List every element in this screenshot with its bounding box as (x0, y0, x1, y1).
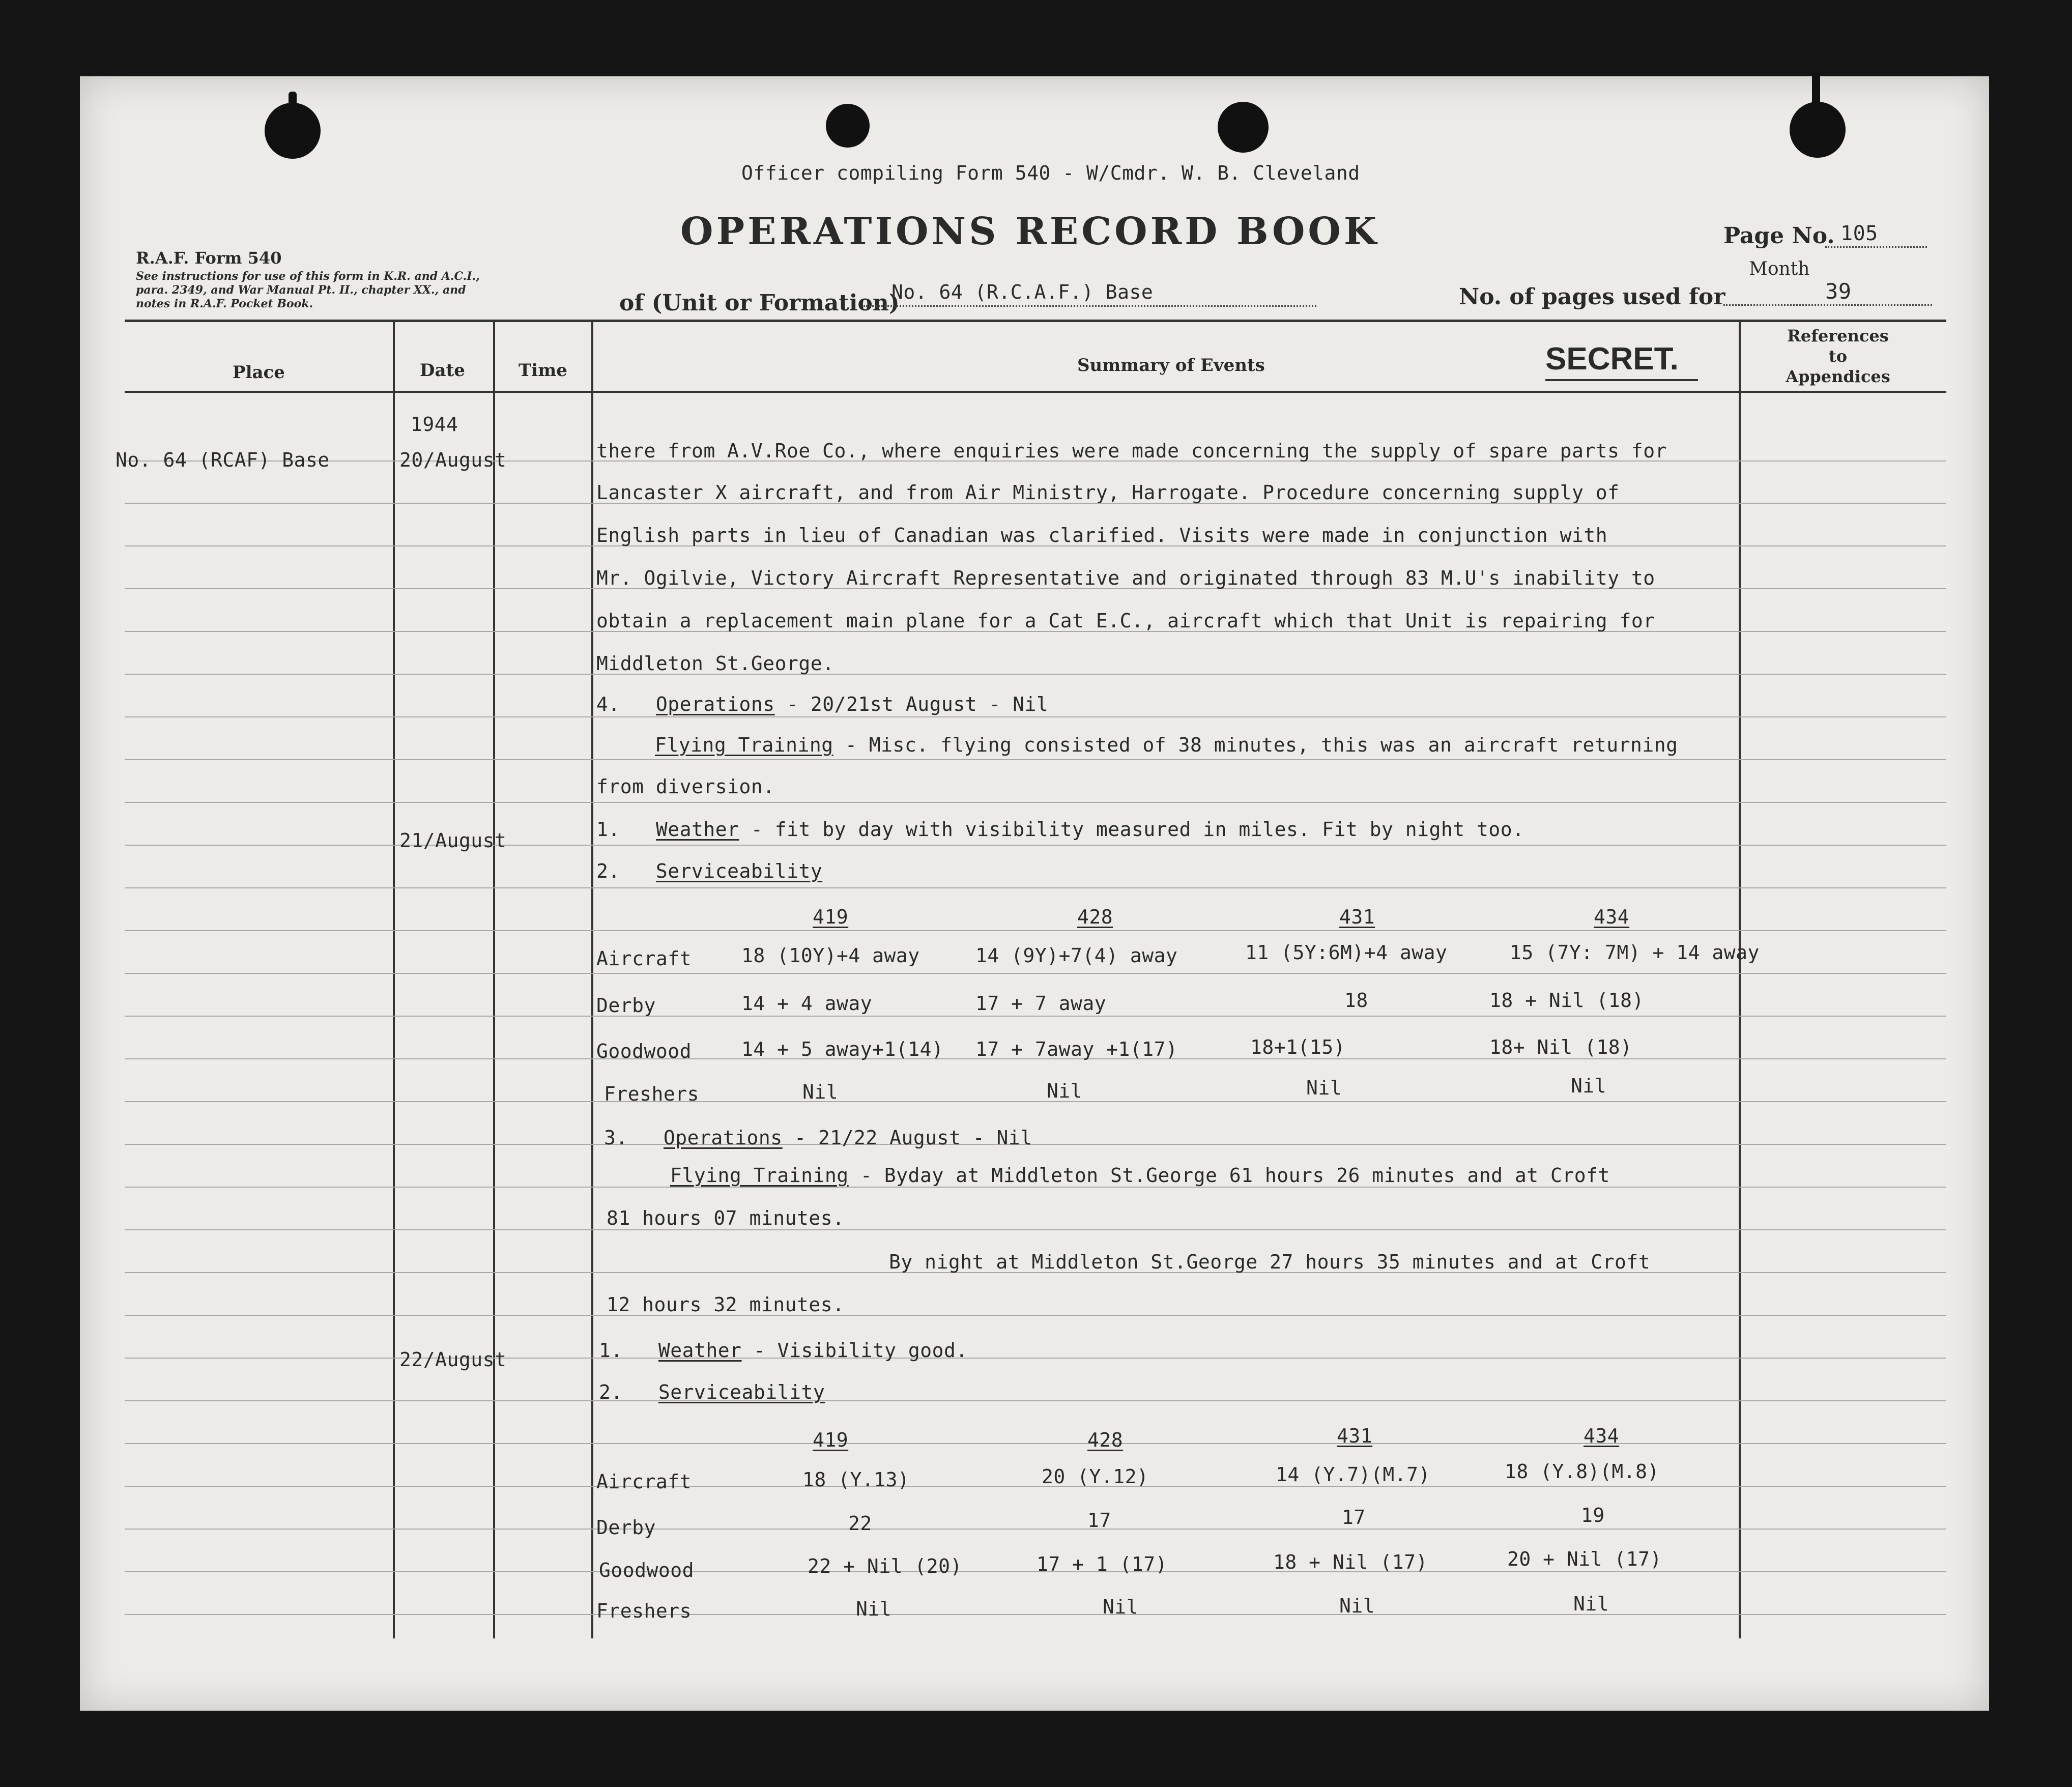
heading: Weather (658, 1339, 742, 1362)
squadron-header: 431 (1339, 906, 1375, 928)
references-line: to (1828, 347, 1848, 366)
summary-line: Mr. Ogilvie, Victory Aircraft Representative and originated through 83 M.U's inability to (596, 567, 1655, 589)
col-header-place: Place (233, 362, 285, 383)
header-top-rule (125, 320, 1946, 322)
cell: 17 + 7away +1(17) (975, 1038, 1178, 1060)
binder-pin-right (1812, 71, 1820, 117)
page-no-label: Page No. (1723, 223, 1835, 249)
place-value: No. 64 (RCAF) Base (116, 449, 330, 471)
cell: Nil (856, 1598, 892, 1620)
cell: Nil (1103, 1596, 1139, 1618)
binder-hole-center (826, 104, 870, 148)
squadron-header: 434 (1594, 906, 1630, 928)
cell: 18+ Nil (18) (1489, 1036, 1632, 1058)
cell: 22 (848, 1512, 872, 1535)
row-label: Freshers (596, 1600, 692, 1622)
form-instruction-line: See instructions for use of this form in K.R. and A.C.I., (136, 270, 480, 283)
squadron-header: 419 (813, 906, 849, 928)
cell: 17 (1342, 1506, 1366, 1529)
col-header-date: Date (420, 360, 465, 381)
unit-value: No. 64 (R.C.A.F.) Base (891, 281, 1154, 303)
col-header-references (1741, 326, 1935, 387)
col-divider-time (493, 321, 495, 1638)
secret-mark: SECRET. (1545, 341, 1679, 377)
form-instruction-line: notes in R.A.F. Pocket Book. (136, 297, 313, 310)
record-sheet (80, 76, 1989, 1711)
item-number: 2. (596, 860, 620, 882)
flying-training-entry (655, 734, 1678, 756)
cell: 18 (Y.13) (802, 1468, 910, 1491)
heading: Weather (655, 818, 739, 841)
col-header-summary: Summary of Events (1077, 355, 1265, 376)
page-no-line (1825, 246, 1927, 248)
heading: Serviceability (658, 1381, 825, 1403)
cell: 19 (1581, 1504, 1605, 1526)
date-entry-2: 21/August (399, 829, 507, 852)
officer-line: Officer compiling Form 540 - W/Cmdr. W. B. Cleveland (741, 162, 1360, 184)
item-number: 2. (599, 1381, 623, 1403)
form-instruction-line: para. 2349, and War Manual Pt. II., chapter XX., and (136, 283, 466, 297)
item-number: 3. (604, 1127, 628, 1149)
cell: 18+1(15) (1250, 1036, 1346, 1058)
pages-used-line (1723, 304, 1932, 306)
col-divider-summary (591, 321, 593, 1638)
pages-used-label: No. of pages used for (1459, 284, 1725, 310)
col-divider-date (393, 321, 395, 1638)
item-number: 1. (599, 1339, 623, 1362)
form-instructions (136, 270, 480, 311)
cell: 14 + 4 away (741, 992, 873, 1015)
squadron-header: 431 (1337, 1425, 1373, 1447)
cell: 14 + 5 away+1(14) (741, 1038, 944, 1060)
month-label: Month (1749, 258, 1810, 279)
squadron-header: 428 (1087, 1429, 1124, 1451)
item-number: 1. (596, 818, 620, 841)
references-line: References (1787, 326, 1889, 345)
unit-label: of (Unit or Formation) (619, 290, 900, 316)
heading: Operations (663, 1127, 783, 1149)
cell: 22 + Nil (20) (808, 1555, 962, 1577)
row-label: Aircraft (596, 1471, 692, 1493)
date-entry-1: 20/August (399, 449, 507, 471)
cell: 17 (1087, 1509, 1111, 1532)
squadron-header: 434 (1584, 1425, 1620, 1447)
row-label: Freshers (604, 1083, 700, 1105)
entry-text: - 20/21st August - Nil (774, 693, 1049, 715)
row-label: Aircraft (596, 947, 692, 970)
summary-line: 81 hours 07 minutes. (607, 1207, 845, 1229)
summary-line: Middleton St.George. (596, 652, 834, 675)
row-label: Derby (596, 994, 656, 1017)
cell: 18 + Nil (17) (1273, 1551, 1428, 1573)
header-bottom-rule (125, 391, 1946, 393)
item-number: 4. (596, 693, 620, 715)
date-entry-3: 22/August (399, 1348, 507, 1371)
page-no-value: 105 (1840, 222, 1878, 245)
cell: Nil (1573, 1593, 1609, 1615)
summary-line: 12 hours 32 minutes. (607, 1293, 845, 1316)
unit-line (864, 305, 1316, 307)
cell: 18 (Y.8)(M.8) (1505, 1460, 1659, 1483)
entry-text: - 21/22 August - Nil (782, 1127, 1032, 1149)
operations-entry (604, 1127, 1032, 1149)
form-id: R.A.F. Form 540 (136, 248, 282, 268)
flying-training-entry (670, 1164, 1610, 1187)
cell: 14 (9Y)+7(4) away (975, 944, 1178, 967)
row-label: Goodwood (599, 1559, 695, 1581)
binder-pin-left (289, 92, 297, 122)
col-divider-references (1739, 321, 1741, 1638)
entry-text: - Visibility good. (741, 1339, 968, 1362)
cell: Nil (1306, 1077, 1342, 1099)
references-line: Appendices (1786, 367, 1890, 386)
entry-text: - Byday at Middleton St.George 61 hours 26 minutes and at Croft (848, 1164, 1610, 1187)
summary-line: from diversion. (596, 775, 775, 798)
heading: Flying Training (670, 1164, 849, 1187)
operations-entry (596, 693, 1048, 715)
cell: 18 (10Y)+4 away (741, 944, 920, 967)
row-label: Goodwood (596, 1040, 692, 1062)
cell: 18 + Nil (18) (1489, 989, 1644, 1012)
heading: Operations (655, 693, 775, 715)
summary-line: obtain a replacement main plane for a Cat E.C., aircraft which that Unit is repairing for (596, 610, 1655, 632)
cell: 17 + 1 (17) (1037, 1553, 1168, 1575)
heading: Flying Training (655, 734, 833, 756)
cell: 20 (Y.12) (1042, 1465, 1149, 1488)
pages-used-value: 39 (1825, 279, 1852, 304)
entry-text: - Misc. flying consisted of 38 minutes, this was an aircraft returning (833, 734, 1678, 756)
cell: 14 (Y.7)(M.7) (1276, 1463, 1430, 1486)
cell: Nil (1047, 1080, 1083, 1102)
entry-text: - fit by day with visibility measured in miles. Fit by night too. (739, 818, 1524, 841)
cell: Nil (1571, 1075, 1607, 1097)
row-label: Derby (596, 1516, 656, 1539)
summary-line: By night at Middleton St.George 27 hours 35 minutes and at Croft (889, 1251, 1651, 1273)
cell: 20 + Nil (17) (1507, 1548, 1662, 1570)
year: 1944 (411, 413, 458, 436)
weather-entry (599, 1339, 968, 1362)
col-header-time: Time (519, 360, 567, 381)
weather-entry (596, 818, 1524, 841)
binder-hole-center-right (1218, 102, 1269, 153)
cell: 15 (7Y: 7M) + 14 away (1510, 941, 1760, 964)
cell: 11 (5Y:6M)+4 away (1245, 941, 1448, 964)
heading: Serviceability (655, 860, 823, 882)
summary-line: there from A.V.Roe Co., where enquiries were made concerning the supply of spare parts for (596, 440, 1667, 462)
squadron-header: 428 (1077, 906, 1113, 928)
cell: 17 + 7 away (975, 992, 1107, 1015)
cell: Nil (802, 1081, 839, 1103)
serviceability-entry (599, 1381, 825, 1403)
cell: Nil (1339, 1595, 1375, 1617)
serviceability-entry (596, 860, 822, 882)
summary-line: Lancaster X aircraft, and from Air Ministry, Harrogate. Procedure concerning supply of (596, 481, 1620, 504)
squadron-header: 419 (813, 1429, 849, 1451)
page-title: OPERATIONS RECORD BOOK (680, 210, 1380, 253)
summary-line: English parts in lieu of Canadian was clarified. Visits were made in conjunction with (596, 524, 1608, 546)
secret-underline (1545, 379, 1698, 381)
cell: 18 (1344, 989, 1368, 1012)
